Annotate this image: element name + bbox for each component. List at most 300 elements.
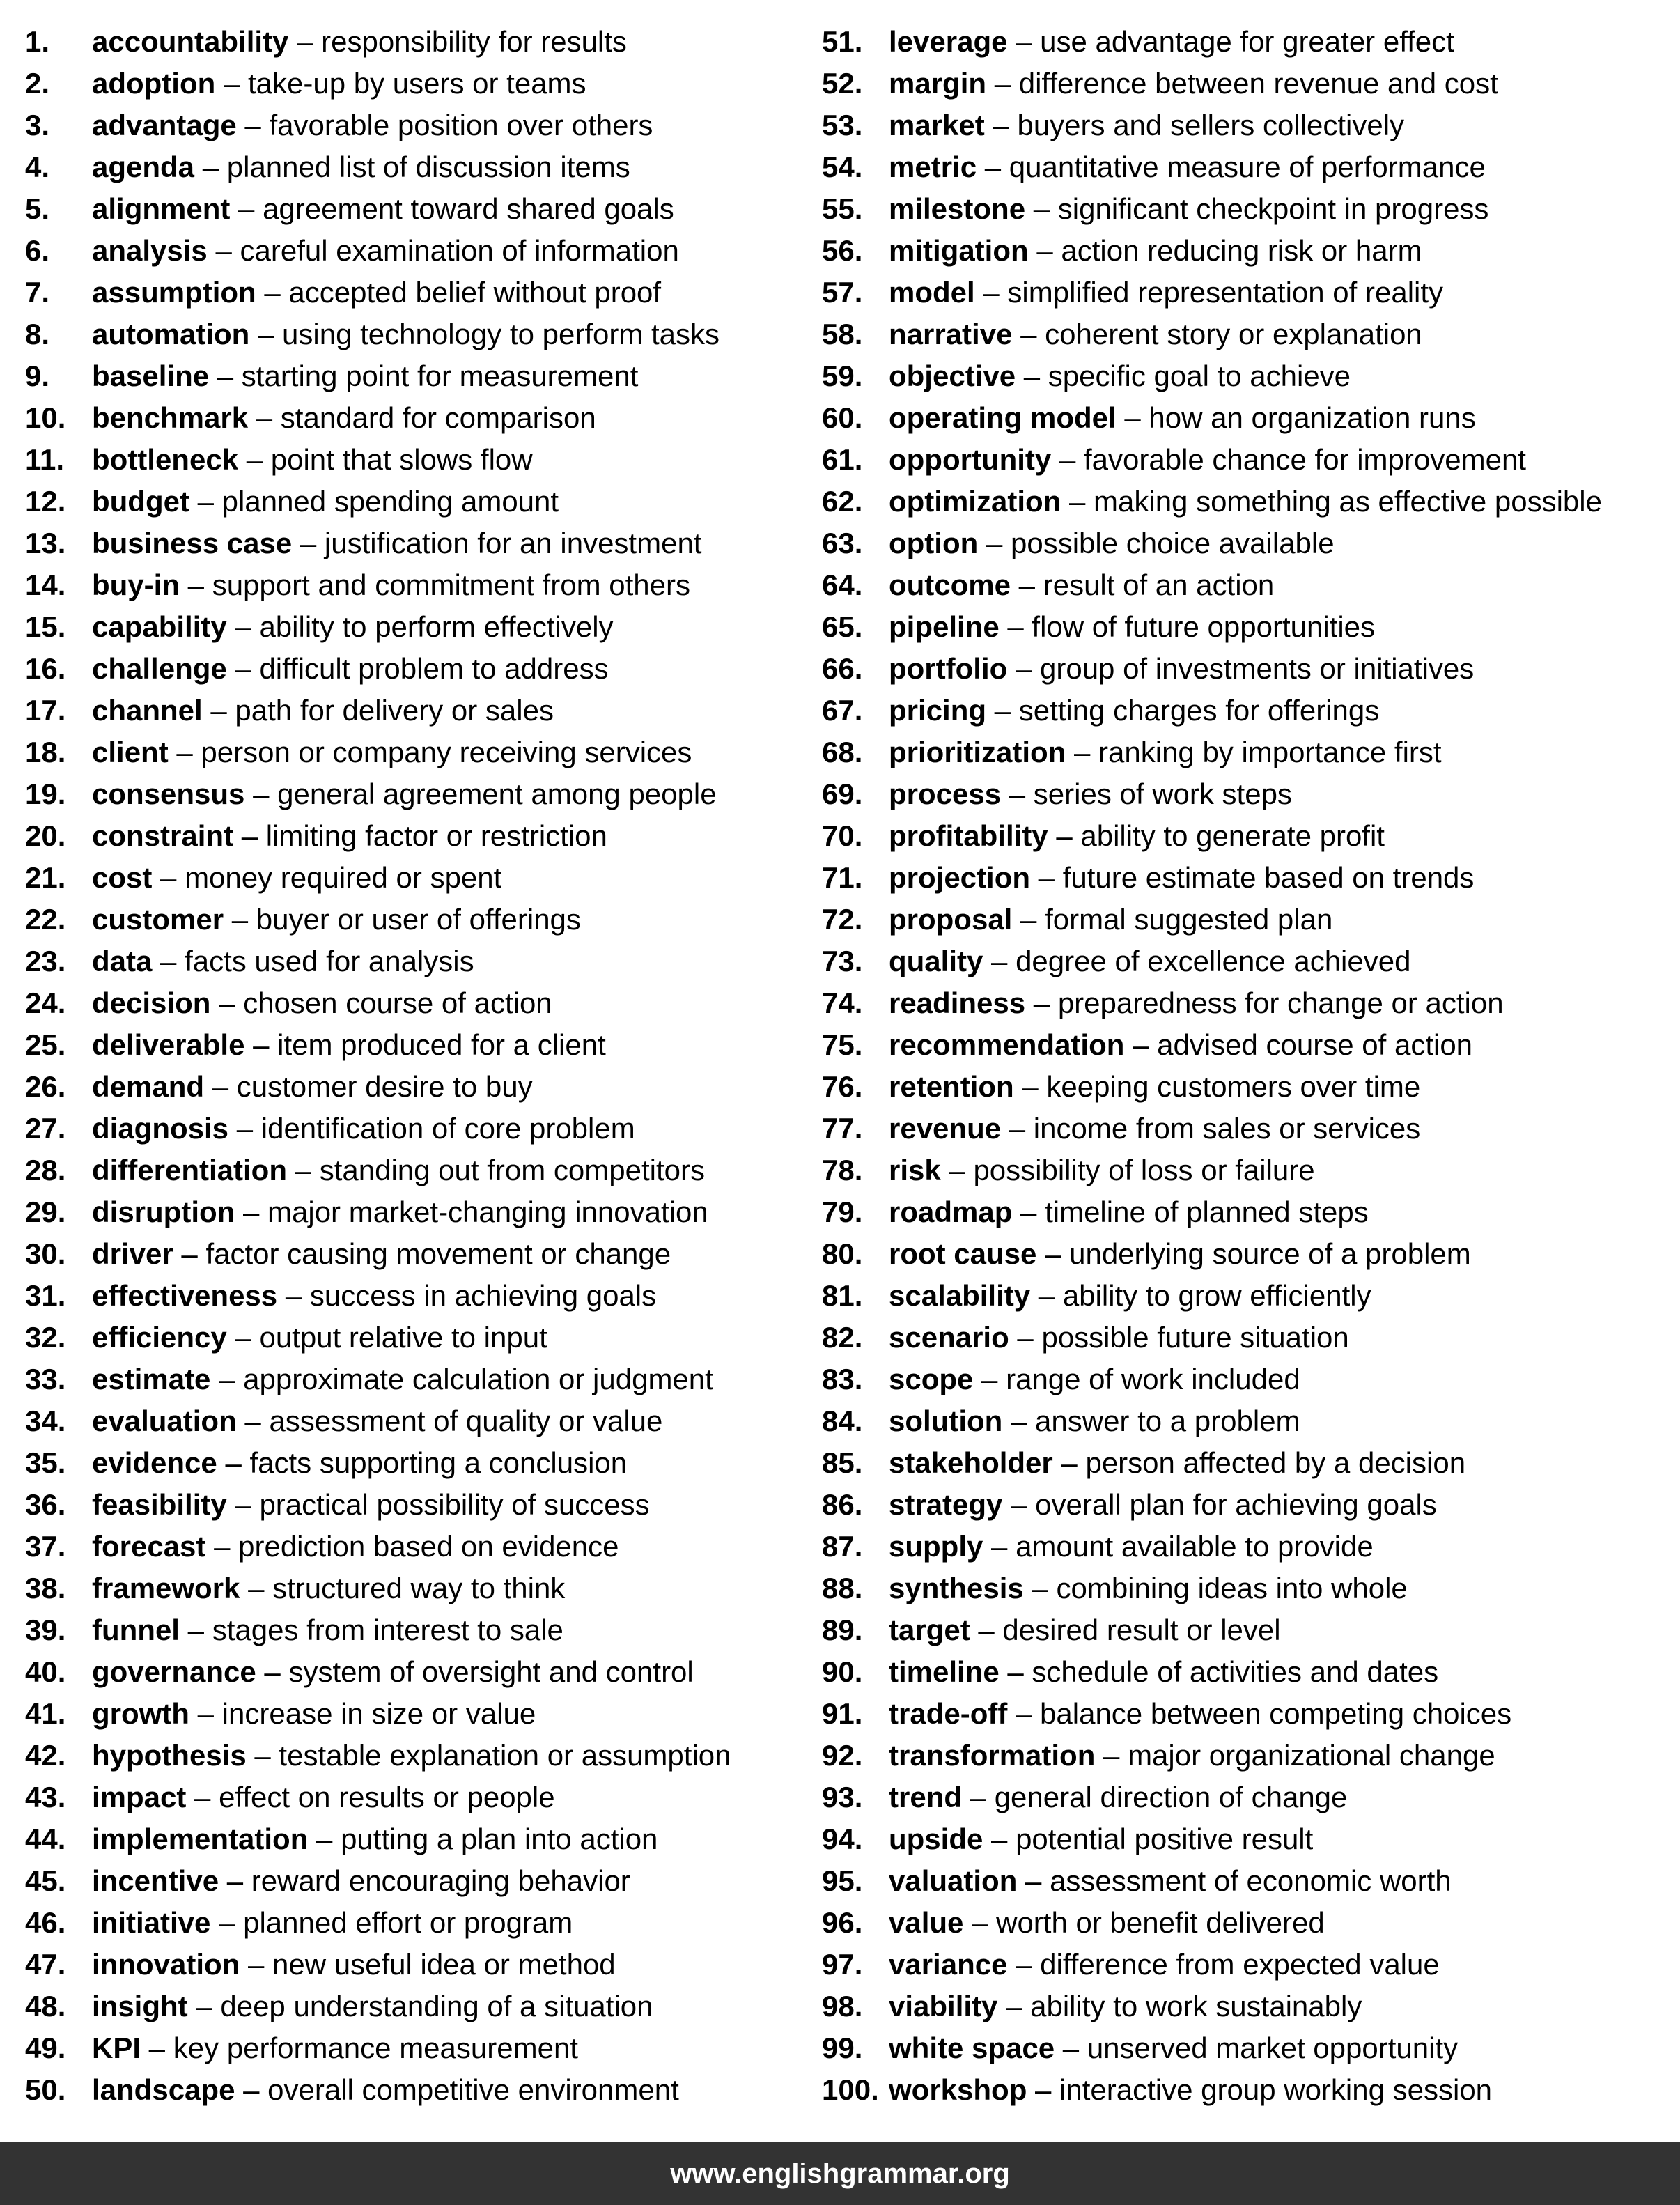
dash-separator: –: [1030, 1279, 1063, 1312]
dash-separator: –: [1007, 652, 1040, 685]
term: demand: [92, 1070, 205, 1103]
term: supply: [889, 1530, 983, 1563]
term: objective: [889, 359, 1016, 392]
list-item: [25, 1359, 805, 1400]
list-item: [822, 1651, 1675, 1693]
list-item: [25, 564, 805, 606]
dash-separator: –: [204, 1070, 237, 1103]
item-number: 94.: [822, 1823, 863, 1855]
list-item: [25, 606, 805, 648]
definition: take-up by users or teams: [248, 67, 586, 100]
dash-separator: –: [246, 1739, 279, 1772]
dash-separator: –: [189, 485, 222, 518]
dash-separator: –: [236, 109, 270, 141]
definition: overall plan for achieving goals: [1035, 1488, 1437, 1521]
dash-separator: –: [226, 1488, 260, 1521]
list-item: [25, 63, 805, 105]
item-number: 61.: [822, 443, 863, 476]
definition: ability to work sustainably: [1030, 1990, 1362, 2022]
item-number: 11.: [25, 443, 65, 476]
definition: new useful idea or method: [272, 1948, 616, 1981]
term: benchmark: [92, 401, 249, 434]
item-number: 14.: [25, 568, 66, 601]
definition: using technology to perform tasks: [282, 318, 720, 350]
dash-separator: –: [194, 150, 227, 183]
term: target: [889, 1614, 970, 1646]
term: upside: [889, 1823, 983, 1855]
dash-separator: –: [219, 1864, 251, 1897]
list-item: [25, 272, 805, 314]
definition: answer to a problem: [1035, 1405, 1300, 1437]
item-number: 48.: [25, 1990, 66, 2022]
dash-separator: –: [244, 777, 278, 810]
item-number: 13.: [25, 527, 66, 559]
list-item: [822, 690, 1675, 732]
term: business case: [92, 527, 293, 559]
definition: possible future situation: [1041, 1321, 1349, 1354]
term: scope: [889, 1363, 974, 1395]
term-list-left: [25, 21, 805, 2111]
list-item: [822, 982, 1675, 1024]
list-item: [25, 1693, 805, 1735]
item-number: 28.: [25, 1154, 66, 1186]
dash-separator: –: [1007, 25, 1041, 58]
definition: buyers and sellers collectively: [1017, 109, 1405, 141]
dash-separator: –: [287, 1154, 320, 1186]
dash-separator: –: [1012, 903, 1045, 936]
list-item: [25, 773, 805, 815]
list-item: [25, 2027, 805, 2069]
list-item: [822, 899, 1675, 941]
dash-separator: –: [256, 1655, 289, 1688]
list-item: [25, 899, 805, 941]
item-number: 27.: [25, 1112, 66, 1145]
list-item: [822, 1568, 1675, 1609]
list-item: [25, 857, 805, 899]
item-number: 67.: [822, 694, 863, 727]
dash-separator: –: [152, 945, 185, 977]
item-number: 49.: [25, 2032, 66, 2064]
item-number: 43.: [25, 1781, 66, 1813]
list-item: [822, 21, 1675, 63]
list-item: [822, 648, 1675, 690]
definition: income from sales or services: [1033, 1112, 1421, 1145]
list-item: [25, 1568, 805, 1609]
term: readiness: [889, 987, 1026, 1019]
list-item: [822, 1860, 1675, 1902]
list-item: [822, 1902, 1675, 1944]
list-item: [25, 815, 805, 857]
item-number: 22.: [25, 903, 66, 936]
term: metric: [889, 150, 977, 183]
list-item: [822, 1150, 1675, 1191]
item-number: 85.: [822, 1446, 863, 1479]
definition: range of work included: [1006, 1363, 1300, 1395]
item-number: 42.: [25, 1739, 66, 1772]
list-item: [822, 1275, 1675, 1317]
term: root cause: [889, 1237, 1037, 1270]
item-number: 44.: [25, 1823, 66, 1855]
definition: person affected by a decision: [1085, 1446, 1466, 1479]
term: funnel: [92, 1614, 180, 1646]
footer-bar: [0, 2142, 1680, 2205]
list-item: [822, 1484, 1675, 1526]
item-number: 56.: [822, 234, 863, 267]
definition: customer desire to buy: [236, 1070, 533, 1103]
dash-separator: –: [1016, 359, 1048, 392]
dash-separator: –: [226, 652, 260, 685]
item-number: 34.: [25, 1405, 66, 1437]
term: milestone: [889, 192, 1026, 225]
term: estimate: [92, 1363, 211, 1395]
definition: amount available to provide: [1016, 1530, 1374, 1563]
term: synthesis: [889, 1572, 1024, 1604]
list-item: [25, 1986, 805, 2027]
item-number: 66.: [822, 652, 863, 685]
definition: standing out from competitors: [319, 1154, 705, 1186]
definition: ability to generate profit: [1080, 819, 1385, 852]
definition: preparedness for change or action: [1057, 987, 1504, 1019]
dash-separator: –: [187, 1990, 221, 2022]
list-item: [822, 439, 1675, 481]
dash-separator: –: [974, 276, 1008, 309]
list-item: [822, 1191, 1675, 1233]
dash-separator: –: [210, 987, 244, 1019]
definition: practical possibility of success: [259, 1488, 650, 1521]
list-item: [25, 1191, 805, 1233]
list-item: [822, 1024, 1675, 1066]
dash-separator: –: [1017, 1864, 1050, 1897]
item-number: 45.: [25, 1864, 66, 1897]
list-item: [25, 1066, 805, 1108]
list-item: [25, 1860, 805, 1902]
list-item: [25, 1902, 805, 1944]
item-number: 84.: [822, 1405, 863, 1437]
term: accountability: [92, 25, 289, 58]
dash-separator: –: [179, 568, 212, 601]
dash-separator: –: [1048, 819, 1081, 852]
item-number: 69.: [822, 777, 863, 810]
list-item: [822, 773, 1675, 815]
dash-separator: –: [1030, 861, 1063, 894]
dash-separator: –: [277, 1279, 310, 1312]
term: growth: [92, 1697, 189, 1730]
definition: underlying source of a problem: [1069, 1237, 1471, 1270]
term: effectiveness: [92, 1279, 278, 1312]
dash-separator: –: [292, 527, 325, 559]
item-number: 92.: [822, 1739, 863, 1772]
dash-separator: –: [978, 527, 1011, 559]
item-number: 17.: [25, 694, 66, 727]
item-number: 2.: [25, 67, 50, 100]
item-number: 59.: [822, 359, 863, 392]
definition: agreement toward shared goals: [263, 192, 674, 225]
definition: assessment of quality or value: [269, 1405, 663, 1437]
dash-separator: –: [1055, 2032, 1087, 2064]
definition: difference between revenue and cost: [1018, 67, 1498, 100]
item-number: 68.: [822, 736, 863, 768]
term: pipeline: [889, 610, 1000, 643]
dash-separator: –: [1095, 1739, 1128, 1772]
list-item: [822, 272, 1675, 314]
list-item: [25, 314, 805, 355]
definition: system of oversight and control: [288, 1655, 694, 1688]
dash-separator: –: [236, 1405, 270, 1437]
term: driver: [92, 1237, 173, 1270]
term: efficiency: [92, 1321, 227, 1354]
definition: ability to perform effectively: [259, 610, 614, 643]
term: transformation: [889, 1739, 1096, 1772]
dash-separator: –: [205, 1530, 239, 1563]
definition: money required or spent: [185, 861, 502, 894]
list-item: [822, 314, 1675, 355]
dash-separator: –: [1036, 1237, 1070, 1270]
dash-separator: –: [226, 1321, 260, 1354]
item-number: 30.: [25, 1237, 66, 1270]
dash-separator: –: [217, 1446, 250, 1479]
dash-separator: –: [986, 67, 1019, 100]
term: automation: [92, 318, 250, 350]
definition: planned effort or program: [243, 1906, 573, 1939]
dash-separator: –: [186, 1781, 219, 1813]
definition: difference from expected value: [1040, 1948, 1440, 1981]
list-item: [822, 606, 1675, 648]
dash-separator: –: [962, 1781, 995, 1813]
term: mitigation: [889, 234, 1029, 267]
item-number: 97.: [822, 1948, 863, 1981]
dash-separator: –: [999, 1655, 1032, 1688]
definition: support and commitment from others: [212, 568, 690, 601]
term: insight: [92, 1990, 188, 2022]
item-number: 21.: [25, 861, 66, 894]
dash-separator: –: [256, 276, 289, 309]
list-item: [822, 1359, 1675, 1400]
definition: justification for an investment: [324, 527, 702, 559]
definition: quantitative measure of performance: [1009, 150, 1486, 183]
definition: key performance measurement: [173, 2032, 578, 2064]
item-number: 81.: [822, 1279, 863, 1312]
list-item: [25, 1024, 805, 1066]
dash-separator: –: [1013, 1070, 1047, 1103]
definition: result of an action: [1043, 568, 1275, 601]
dash-separator: –: [1011, 568, 1043, 601]
dash-separator: –: [999, 610, 1032, 643]
dash-separator: –: [210, 1906, 244, 1939]
term: agenda: [92, 150, 195, 183]
item-number: 52.: [822, 67, 863, 100]
list-item: [25, 982, 805, 1024]
term: recommendation: [889, 1028, 1125, 1061]
term: landscape: [92, 2073, 235, 2106]
item-number: 4.: [25, 150, 50, 183]
item-number: 57.: [822, 276, 863, 309]
item-number: 96.: [822, 1906, 863, 1939]
dash-separator: –: [1025, 192, 1058, 225]
footer-url[interactable]: www.englishgrammar.org: [670, 2158, 1010, 2189]
item-number: 47.: [25, 1948, 66, 1981]
definition: difficult problem to address: [259, 652, 609, 685]
dash-separator: –: [215, 67, 248, 100]
term: analysis: [92, 234, 208, 267]
list-item: [822, 1108, 1675, 1150]
definition: making something as effective possible: [1094, 485, 1602, 518]
dash-separator: –: [244, 1028, 278, 1061]
term: budget: [92, 485, 189, 518]
item-number: 83.: [822, 1363, 863, 1395]
term: feasibility: [92, 1488, 227, 1521]
dash-separator: –: [1001, 1112, 1034, 1145]
list-item: [822, 1777, 1675, 1818]
dash-separator: –: [983, 1530, 1016, 1563]
item-number: 38.: [25, 1572, 66, 1604]
definition: overall competitive environment: [267, 2073, 679, 2106]
list-item: [25, 230, 805, 272]
dash-separator: –: [1007, 1948, 1041, 1981]
list-item: [25, 941, 805, 982]
term: solution: [889, 1405, 1003, 1437]
list-item: [822, 1944, 1675, 1986]
term: assumption: [92, 276, 256, 309]
dash-separator: –: [970, 1614, 1003, 1646]
term: proposal: [889, 903, 1013, 936]
definition: simplified representation of reality: [1007, 276, 1444, 309]
item-number: 36.: [25, 1488, 66, 1521]
term: cost: [92, 861, 153, 894]
definition: interactive group working session: [1059, 2073, 1493, 2106]
term: model: [889, 276, 975, 309]
list-item: [25, 1150, 805, 1191]
item-number: 76.: [822, 1070, 863, 1103]
term: variance: [889, 1948, 1008, 1981]
dash-separator: –: [977, 150, 1009, 183]
dash-separator: –: [1051, 443, 1084, 476]
list-item: [25, 105, 805, 146]
item-number: 19.: [25, 777, 66, 810]
item-number: 71.: [822, 861, 863, 894]
definition: future estimate based on trends: [1062, 861, 1475, 894]
term: capability: [92, 610, 227, 643]
dash-separator: –: [230, 192, 263, 225]
list-item: [25, 1526, 805, 1568]
term: projection: [889, 861, 1031, 894]
list-item: [25, 439, 805, 481]
item-number: 100.: [822, 2073, 879, 2106]
term: adoption: [92, 67, 216, 100]
term: buy-in: [92, 568, 180, 601]
term: trend: [889, 1781, 962, 1813]
definition: responsibility for results: [321, 25, 627, 58]
term: valuation: [889, 1864, 1018, 1897]
item-number: 5.: [25, 192, 50, 225]
list-item: [25, 1484, 805, 1526]
item-number: 41.: [25, 1697, 66, 1730]
item-number: 90.: [822, 1655, 863, 1688]
term: forecast: [92, 1530, 206, 1563]
definition: specific goal to achieve: [1048, 359, 1351, 392]
list-item: [25, 355, 805, 397]
dash-separator: –: [1124, 1028, 1158, 1061]
term: workshop: [889, 2073, 1027, 2106]
list-item: [822, 146, 1675, 188]
dash-separator: –: [240, 1572, 273, 1604]
term: consensus: [92, 777, 245, 810]
term: bottleneck: [92, 443, 239, 476]
dash-separator: –: [209, 359, 242, 392]
dash-separator: –: [173, 1237, 206, 1270]
list-item: [822, 941, 1675, 982]
term: baseline: [92, 359, 210, 392]
item-number: 62.: [822, 485, 863, 518]
definition: reward encouraging behavior: [251, 1864, 630, 1897]
item-number: 73.: [822, 945, 863, 977]
definition: use advantage for greater effect: [1040, 25, 1454, 58]
list-item: [822, 1442, 1675, 1484]
definition: assessment of economic worth: [1050, 1864, 1452, 1897]
term: roadmap: [889, 1196, 1013, 1228]
definition: group of investments or initiatives: [1039, 652, 1475, 685]
dash-separator: –: [235, 1196, 268, 1228]
item-number: 87.: [822, 1530, 863, 1563]
definition: factor causing movement or change: [205, 1237, 671, 1270]
item-number: 12.: [25, 485, 66, 518]
dash-separator: –: [940, 1154, 974, 1186]
list-item: [822, 188, 1675, 230]
list-item: [25, 1944, 805, 1986]
item-number: 26.: [25, 1070, 66, 1103]
dash-separator: –: [1001, 777, 1034, 810]
list-item: [25, 2069, 805, 2111]
definition: significant checkpoint in progress: [1057, 192, 1489, 225]
dash-separator: –: [1009, 1321, 1042, 1354]
definition: series of work steps: [1033, 777, 1292, 810]
dash-separator: –: [1052, 1446, 1086, 1479]
term: constraint: [92, 819, 234, 852]
list-item: [822, 2069, 1675, 2111]
item-number: 89.: [822, 1614, 863, 1646]
definition: deep understanding of a situation: [220, 1990, 653, 2022]
item-number: 74.: [822, 987, 863, 1019]
list-item: [822, 1317, 1675, 1359]
dash-separator: –: [1002, 1405, 1036, 1437]
term: prioritization: [889, 736, 1066, 768]
list-item: [25, 732, 805, 773]
term: evaluation: [92, 1405, 237, 1437]
definition: major organizational change: [1128, 1739, 1495, 1772]
definition: unserved market opportunity: [1087, 2032, 1459, 2064]
dash-separator: –: [152, 861, 185, 894]
term: data: [92, 945, 153, 977]
item-number: 9.: [25, 359, 50, 392]
item-number: 78.: [822, 1154, 863, 1186]
item-number: 6.: [25, 234, 50, 267]
definition: person or company receiving services: [201, 736, 692, 768]
definition: coherent story or explanation: [1045, 318, 1422, 350]
item-number: 23.: [25, 945, 66, 977]
list-item: [822, 1818, 1675, 1860]
term: revenue: [889, 1112, 1002, 1145]
list-item: [822, 815, 1675, 857]
term: advantage: [92, 109, 237, 141]
item-number: 91.: [822, 1697, 863, 1730]
term: margin: [889, 67, 987, 100]
definition: desired result or level: [1002, 1614, 1281, 1646]
list-item: [822, 63, 1675, 105]
item-number: 77.: [822, 1112, 863, 1145]
list-item: [25, 1818, 805, 1860]
list-item: [822, 1735, 1675, 1777]
list-item: [25, 1400, 805, 1442]
list-item: [25, 1442, 805, 1484]
